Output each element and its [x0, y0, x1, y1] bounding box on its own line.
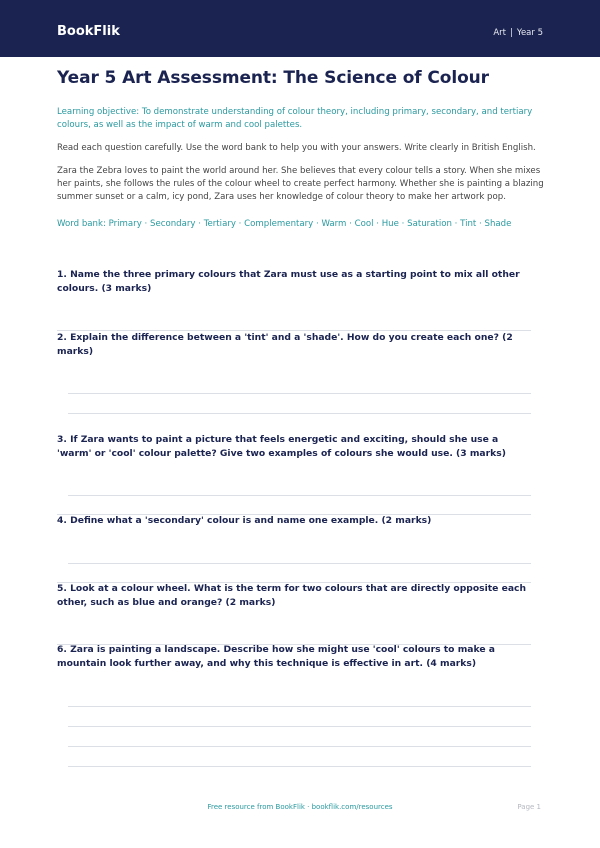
question-3: 3. If Zara wants to paint a picture that feels energetic and exciting, should she use a 'warm' or 'cool' colour palette? Give two examples of colours she would use. (3 marks) [57, 434, 506, 459]
breadcrumb-year[interactable]: Year 5 [516, 28, 543, 38]
footer-source-link[interactable]: Free resource from BookFlik · bookflik.com/resources [207, 803, 393, 811]
question-6: 6. Zara is painting a landscape. Describe how she might use 'cool' colours to make a mountain look further away, and why this technique is effective in art. (4 marks) [57, 644, 495, 669]
answer-line[interactable] [68, 413, 531, 414]
answer-line[interactable] [68, 766, 531, 767]
page-number: Page 1 [517, 803, 541, 811]
site-header [0, 0, 600, 57]
answer-line[interactable] [68, 746, 531, 747]
question-2: 2. Explain the difference between a 'tint' and a 'shade'. How do you create each one? (2 marks) [57, 332, 513, 357]
word-bank: Word bank: Primary · Secondary · Tertiary · Complementary · Warm · Cool · Hue · Saturation · Tint · Shade [57, 219, 512, 229]
breadcrumb [493, 25, 543, 41]
breadcrumb-subject[interactable]: Art [493, 28, 507, 38]
answer-line[interactable] [68, 495, 531, 496]
learning-objective: Learning objective: To demonstrate understanding of colour theory, including primary, secondary, and tertiary colours, as well as the impact of warm and cool palettes. [57, 107, 533, 130]
brand-logo-text[interactable]: BookFlik [57, 24, 120, 39]
breadcrumb-separator: | [510, 28, 513, 38]
page-title: Year 5 Art Assessment: The Science of Colour [57, 68, 489, 88]
worksheet-intro [57, 57, 544, 231]
instructions-text: Read each question carefully. Use the word bank to help you with your answers. Write clearly in British English. [57, 143, 536, 153]
story-text: Zara the Zebra loves to paint the world around her. She believes that every colour tells a story. When she mixes her paints, she follows the rules of the colour wheel to create perfect harmony. Whether she is painting a blazing summer sunset or a calm, icy pond, Zara uses her knowledge of colour theory to make her artwork pop. [57, 166, 544, 202]
question-5: 5. Look at a colour wheel. What is the term for two colours that are directly opposite each other, such as blue and orange? (2 marks) [57, 583, 527, 608]
answer-line[interactable] [68, 726, 531, 727]
question-4: 4. Define what a 'secondary' colour is and name one example. (2 marks) [57, 515, 432, 526]
answer-line[interactable] [68, 706, 531, 707]
answer-line[interactable] [68, 563, 531, 564]
question-1: 1. Name the three primary colours that Zara must use as a starting point to mix all other colours. (3 marks) [57, 269, 520, 294]
answer-line[interactable] [68, 393, 531, 394]
